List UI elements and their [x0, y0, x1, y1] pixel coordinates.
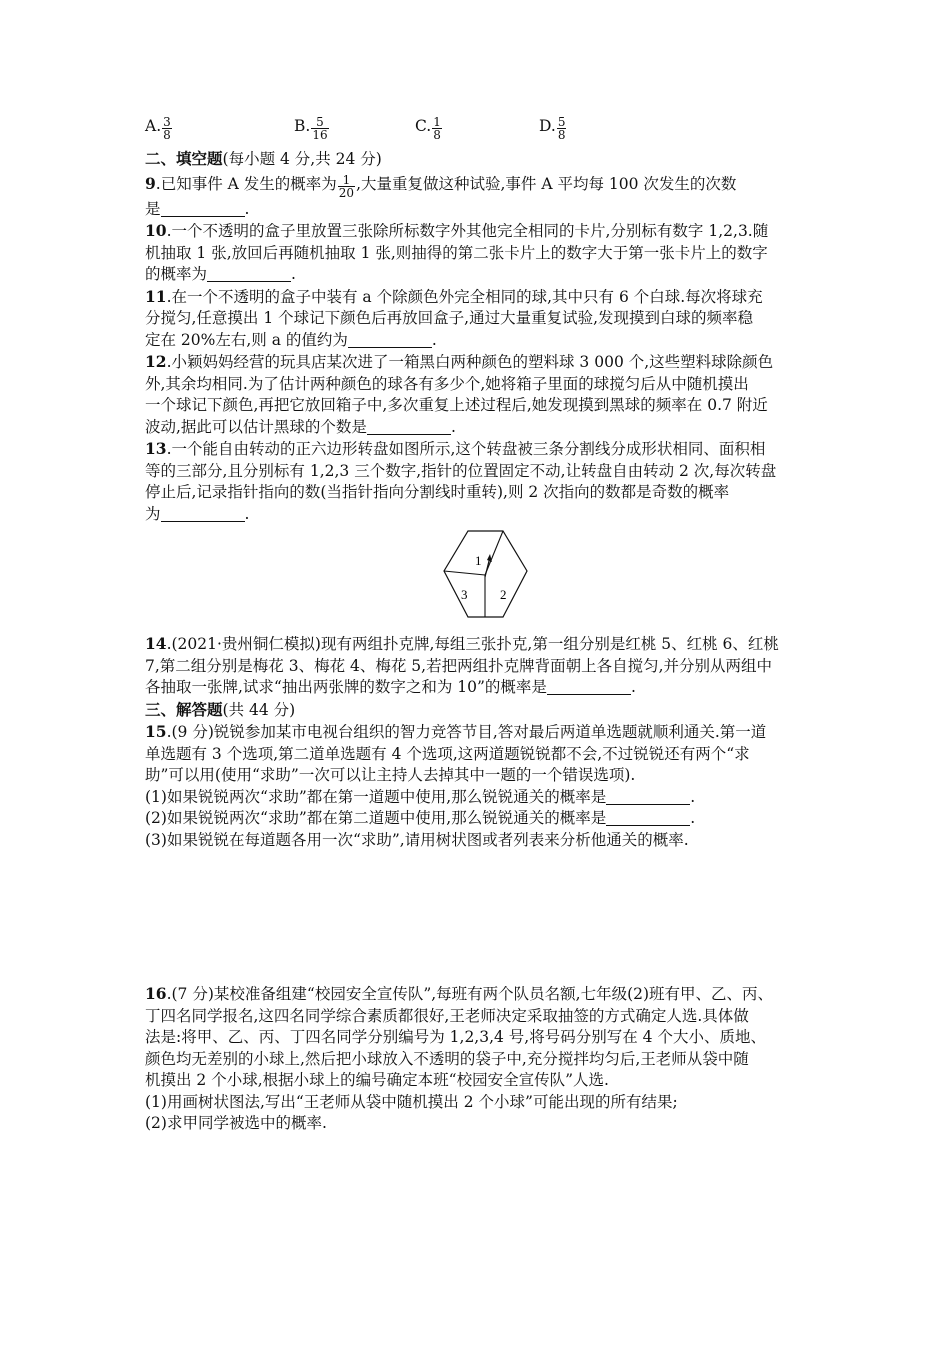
fraction: $\frac{5}{16}$: [312, 115, 328, 142]
question-15: 15.(9 分)锐锐参加某市电视台组织的智力竞答节目,答对最后两道单选题就顺利通关.第一道 单选题有 3 个选项,第二道单选题有 4 个选项,这两道题锐锐都不会,不过锐锐还有两个“求 助”可以用(使用“求助”一次可以让主持人去掉其中一题的一个错误选项). (1)如果锐锐两次“求助”都在第一道题中使用,那么锐锐通关的概率是 . (2)如果锐锐两次“求助”都在第二道题中使用,那么锐锐通关的概率是 . (3)如果锐锐在每道题各用一次“求助”,请用树状图或者列表来分析他通关的概率.: [145, 722, 767, 849]
answer-blank[interactable]: [207, 266, 291, 282]
answer-blank[interactable]: [606, 789, 690, 805]
question-11: 11.在一个不透明的盒子中装有 a 个除颜色外完全相同的球,其中只有 6 个白球.每次将球充 分搅匀,任意摸出 1 个球记下颜色后再放回盒子,通过大量重复试验,发现摸到白球的频率稳 定在 20%左右,则 a 的值约为 .: [145, 286, 763, 349]
question-16: 16.(7 分)某校准备组建“校园安全宣传队”,每班有两个队员名额,七年级(2)班有甲、乙、丙、 丁四名同学报名,这四名同学综合素质都很好,王老师决定采取抽签的方式确定人选.具体做 法是:将甲、乙、丙、丁四名同学分别编号为 1,2,3,4 号,将号码分别写在 4 个大小、质地、 颜色均无差别的小球上,然后把小球放入不透明的袋子中,充分搅拌均匀后,王老师从袋中随 机摸出 2 个小球,根据小球上的编号确定本班“校园安全宣传队”人选. (1)用画树状图法,写出“王老师从袋中随机摸出 2 个小球”可能出现的所有结果; (2)求甲同学被选中的概率.: [145, 984, 774, 1132]
question-9: 9.已知事件 A 发生的概率为 $\frac{1}{20}$ ,大量重复做这种试验,事件 A 平均每 100 次发生的次数: [145, 172, 737, 200]
answer-choices: [145, 112, 815, 148]
fraction: $\frac{1}{8}$: [433, 115, 441, 142]
choice-a: A. $\frac{3}{8}$: [145, 115, 171, 142]
fraction: $\frac{5}{8}$: [557, 115, 566, 142]
choice-c: C. $\frac{1}{8}$: [415, 115, 441, 142]
question-12: 12.小颖妈妈经营的玩具店某次进了一箱黑白两种颜色的塑料球 3 000 个,这些塑料球除颜色 外,其余均相同.为了估计两种颜色的球各有多少个,她将箱子里面的球搅匀后从中随机摸出 一个球记下颜色,再把它放回箱子中,多次重复上述过程后,她发现摸到黑球的频率在 0.7 附近 波动,据此可以估计黑球的个数是 .: [145, 352, 774, 436]
section-heading-solve: 三、解答题(共 44 分): [145, 699, 296, 719]
sector-label-3: 3: [461, 587, 468, 602]
sector-label-2: 2: [500, 587, 507, 602]
divider-line: [444, 571, 485, 575]
answer-blank[interactable]: [161, 506, 245, 522]
answer-blank[interactable]: [547, 679, 631, 695]
answer-blank[interactable]: [606, 810, 690, 826]
answer-space[interactable]: [145, 851, 815, 983]
sector-label-1: 1: [475, 553, 482, 568]
pointer-arrowhead: [487, 554, 492, 562]
question-14: 14.(2021·贵州铜仁模拟)现有两组扑克牌,每组三张扑克,第一组分别是红桃 5、红桃 6、红桃 7,第二组分别是梅花 3、梅花 4、梅花 5,若把两组扑克牌背面朝上各自搅匀,并分别从两组中 各抽取一张牌,试求“抽出两张牌的数字之和为 10”的概率是 .: [145, 634, 779, 696]
answer-blank[interactable]: [161, 201, 245, 217]
fraction: $\frac{3}{8}$: [163, 115, 171, 142]
worksheet-page: [145, 112, 815, 1135]
question-9-line-2: 是 .: [145, 199, 250, 218]
spinner-figure-container: [145, 525, 815, 633]
answer-blank[interactable]: [367, 419, 451, 435]
answer-blank[interactable]: [348, 332, 432, 348]
fraction: $\frac{1}{20}$: [338, 172, 355, 200]
section-heading-fill-blank: 二、填空题(每小题 4 分,共 24 分): [145, 149, 382, 168]
question-10: 10.一个不透明的盒子里放置三张除所标数字外其他完全相同的卡片,分别标有数字 1,2,3.随 机抽取 1 张,放回后再随机抽取 1 张,则抽得的第二张卡片上的数字大于第一张卡片上的数字 的概率为 .: [145, 221, 769, 283]
choice-b: B. $\frac{5}{16}$: [294, 115, 328, 142]
choice-d: D. $\frac{5}{8}$: [539, 115, 566, 142]
question-13: 13.一个能自由转动的正六边形转盘如图所示,这个转盘被三条分割线分成形状相同、面积相 等的三部分,且分别标有 1,2,3 三个数字,指针的位置固定不动,让转盘自由转动 2 次,每次转盘 停止后,记录指针指向的数(当指针指向分割线时重转),则 2 次指向的数都是奇数的概率 为 .: [145, 439, 777, 523]
hexagon-spinner-figure: [424, 525, 544, 629]
